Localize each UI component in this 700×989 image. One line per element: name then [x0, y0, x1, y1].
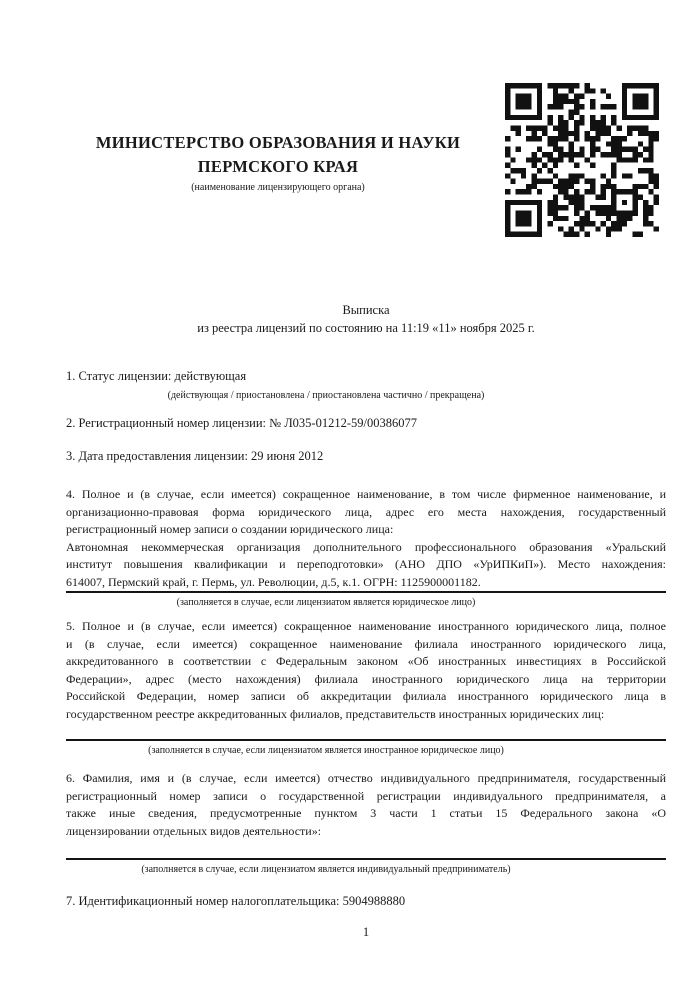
- text-line: регистрационный номер записи о государственной регистрации индивидуального предпринимателя, а: [66, 788, 666, 803]
- text-line: и (в случае, если имеется) сокращенное наименование филиала иностранного юридического лица,: [66, 636, 666, 651]
- license-status-text: 1. Статус лицензии: действующая: [66, 369, 247, 383]
- license-status-item: [66, 368, 666, 402]
- license-number-text: 2. Регистрационный номер лицензии: № Л035-01212-59/00386077: [66, 416, 417, 430]
- text-line: 5. Полное и (в случае, если имеется) сокращенное наименование иностранного юридического лица, полное: [66, 619, 666, 633]
- text-line: 4. Полное и (в случае, если имеется) сокращенное наименование, в том числе фирменное наименование, и: [66, 487, 666, 501]
- header: [66, 131, 490, 194]
- text-line: 6. Фамилия, имя и (в случае, если имеется) отчество индивидуального предпринимателя, государственный: [66, 771, 666, 785]
- entrepreneur-caption: (заполняется в случае, если лицензиатом является индивидуальный предприниматель): [141, 864, 511, 875]
- text-line: институт повышения квалификации и переподготовки» (АНО ДПО «УрИПКиП»). Место нахождения:: [66, 557, 666, 571]
- inn-item: [66, 893, 666, 911]
- entrepreneur-item: [66, 770, 666, 876]
- empty-field: [66, 723, 666, 739]
- text-line: Федерации», адрес (место нахождения) филиала иностранного юридического лица на территории: [66, 671, 666, 686]
- text-line: организационно-правовая форма юридического лица, адрес его места нахождения, государственный: [66, 504, 666, 519]
- text-line: также иные сведения, предусмотренные пунктом 3 части 1 статьи 15 Федерального закона «О: [66, 806, 666, 820]
- empty-field: [66, 840, 666, 858]
- field-underline: [66, 591, 666, 593]
- text-line: аккредитованного в соответствии с Федеральным законом «Об иностранных инвестициях в Российской: [66, 654, 666, 668]
- entrepreneur-label: [66, 770, 666, 840]
- legal-entity-caption: (заполняется в случае, если лицензиатом является юридическое лицо): [176, 597, 476, 608]
- foreign-entity-item: [66, 618, 666, 757]
- field-underline: [66, 858, 666, 860]
- text-line: государственном реестре аккредитованных филиалов, представительств иностранных юридических лиц:: [66, 706, 605, 721]
- text-line: Автономная некоммерческая организация дополнительного профессионального образования «Уральский: [66, 539, 666, 554]
- license-date-text: 3. Дата предоставления лицензии: 29 июня 2012: [66, 449, 324, 463]
- legal-entity-label: [66, 486, 666, 539]
- qr-code-svg: [505, 83, 659, 237]
- inn-text: 7. Идентификационный номер налогоплательщика: 5904988880: [66, 894, 406, 908]
- text-line: регистрационный номер записи о создании юридического лица:: [66, 522, 394, 536]
- text-line: Российской Федерации, номер записи об аккредитации филиала иностранного юридического лица в: [66, 689, 666, 703]
- ministry-title-line1: МИНИСТЕРСТВО ОБРАЗОВАНИЯ И НАУКИ: [95, 133, 461, 152]
- foreign-entity-label: [66, 618, 666, 723]
- license-date-item: [66, 448, 666, 466]
- ministry-title-line2: ПЕРМСКОГО КРАЯ: [197, 157, 359, 176]
- legal-entity-item: [66, 486, 666, 609]
- license-number-item: [66, 415, 666, 433]
- extract-title-block: [66, 302, 666, 337]
- text-line: 614007, Пермский край, г. Пермь, ул. Революции, д.5, к.1. ОГРН: 1125900001182.: [66, 574, 481, 589]
- text-line: лицензировании отдельных видов деятельности»:: [66, 823, 322, 838]
- page-number: 1: [362, 925, 370, 939]
- foreign-entity-caption: (заполняется в случае, если лицензиатом является иностранное юридическое лицо): [148, 745, 504, 756]
- licensing-authority-caption: (наименование лицензирующего органа): [191, 182, 365, 193]
- status-options-caption: (действующая / приостановлена / приостановлена частично / прекращена): [167, 389, 485, 401]
- extract-title: Выписка: [342, 303, 390, 317]
- field-underline: [66, 739, 666, 741]
- legal-entity-value: [66, 539, 666, 592]
- qr-code-icon: [505, 83, 659, 237]
- extract-date-line: из реестра лицензий по состоянию на 11:19 «11» ноября 2025 г.: [197, 320, 535, 335]
